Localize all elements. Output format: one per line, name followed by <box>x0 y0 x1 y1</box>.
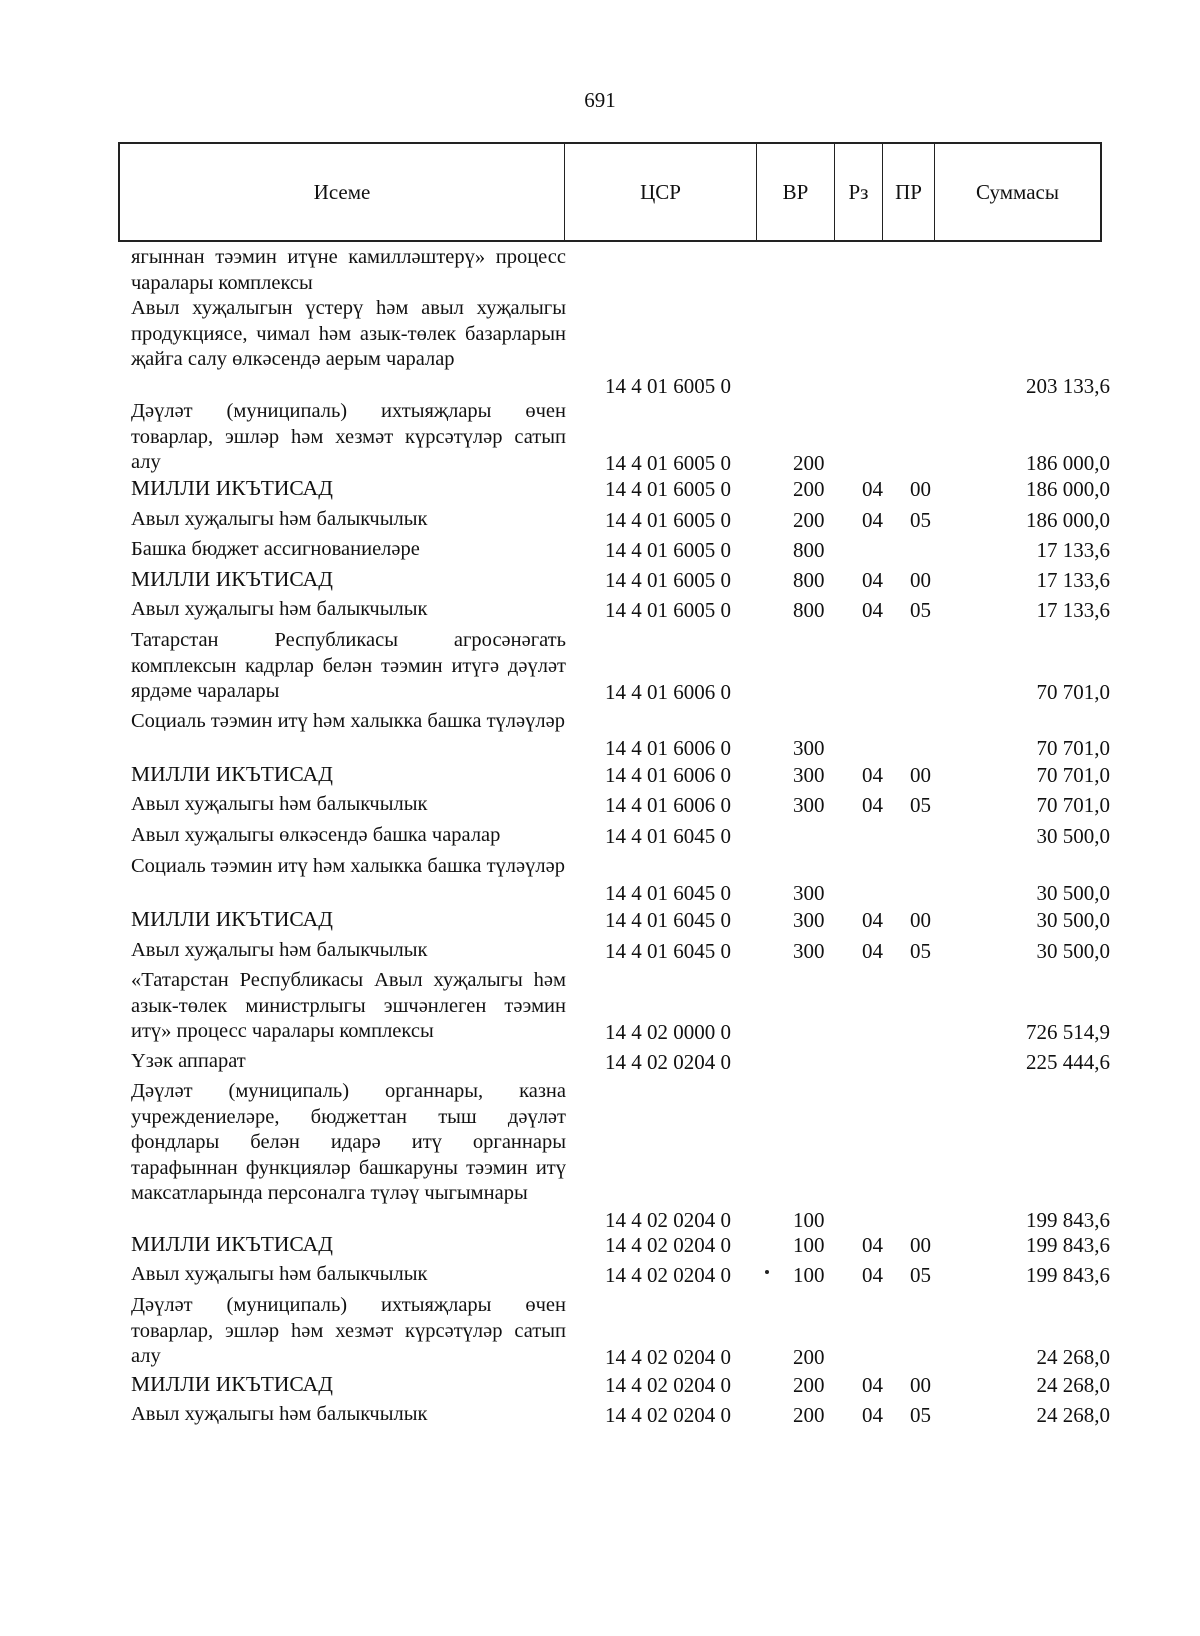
row-csr: 14 4 01 6045 0 <box>605 908 731 932</box>
row-csr: 14 4 01 6006 0 <box>605 735 731 760</box>
row-sum: 225 444,6 <box>1026 1050 1110 1074</box>
row-name: Авыл хуҗалыгы һәм балыкчылык <box>131 1263 428 1285</box>
row-csr: 14 4 02 0204 0 <box>605 1373 731 1397</box>
row-rz: 04 <box>862 598 883 622</box>
row-csr: 14 4 01 6005 0 <box>605 568 731 592</box>
row-sum: 30 500,0 <box>1036 939 1110 963</box>
row-csr: 14 4 01 6045 0 <box>605 939 731 963</box>
row-pr: 00 <box>910 1233 931 1257</box>
row-sum: 199 843,6 <box>1026 1233 1110 1257</box>
row-rz: 04 <box>862 793 883 817</box>
row-csr: 14 4 01 6006 0 <box>605 680 731 704</box>
row-csr: 14 4 01 6005 0 <box>605 373 731 398</box>
row-sum: 186 000,0 <box>1026 477 1110 501</box>
row-vr: 100 <box>793 1207 825 1232</box>
row-sum: 70 701,0 <box>1036 763 1110 787</box>
row-csr: 14 4 01 6045 0 <box>605 880 731 905</box>
stray-mark <box>765 1270 769 1274</box>
row-csr: 14 4 01 6005 0 <box>605 477 731 501</box>
row-vr: 200 <box>793 508 825 532</box>
row-vr: 800 <box>793 568 825 592</box>
row-rz: 04 <box>862 908 883 932</box>
row-name: МИЛЛИ ИКЪТИСАД <box>131 762 333 786</box>
row-name: Башка бюджет ассигнованиеләре <box>131 538 420 560</box>
row-pr: 05 <box>910 939 931 963</box>
row-rz: 04 <box>862 939 883 963</box>
row-vr: 200 <box>793 451 825 475</box>
row-csr: 14 4 02 0204 0 <box>605 1263 731 1287</box>
row-csr: 14 4 02 0204 0 <box>605 1207 731 1232</box>
row-csr: 14 4 01 6005 0 <box>605 508 731 532</box>
row-csr: 14 4 01 6006 0 <box>605 763 731 787</box>
row-csr: 14 4 02 0204 0 <box>605 1345 731 1369</box>
row-sum: 70 701,0 <box>1036 680 1110 704</box>
row-pr: 00 <box>910 908 931 932</box>
header-sum: Суммасы <box>976 179 1059 204</box>
row-vr: 200 <box>793 477 825 501</box>
row-pr: 05 <box>910 1403 931 1427</box>
row-sum: 30 500,0 <box>1036 880 1110 905</box>
row-vr: 300 <box>793 908 825 932</box>
header-name: Исеме <box>120 144 565 240</box>
row-name: Авыл хуҗалыгы һәм балыкчылык <box>131 939 428 961</box>
table-header <box>118 142 1102 242</box>
row-name: Авыл хуҗалыгы өлкәсендә башка чаралар <box>131 824 501 846</box>
row-rz: 04 <box>862 568 883 592</box>
row-pr: 05 <box>910 1263 931 1287</box>
row-csr: 14 4 02 0000 0 <box>605 1020 731 1044</box>
row-name: МИЛЛИ ИКЪТИСАД <box>131 567 333 591</box>
row-sum: 17 133,6 <box>1036 598 1110 622</box>
row-csr: 14 4 01 6045 0 <box>605 824 731 848</box>
row-sum: 30 500,0 <box>1036 824 1110 848</box>
row-name: Авыл хуҗалыгы һәм балыкчылык <box>131 1403 428 1425</box>
row-vr: 100 <box>793 1263 825 1287</box>
row-csr: 14 4 02 0204 0 <box>605 1050 731 1074</box>
row-rz: 04 <box>862 1373 883 1397</box>
row-rz: 04 <box>862 508 883 532</box>
row-name: Авыл хуҗалыгы һәм балыкчылык <box>131 598 428 620</box>
row-name: Социаль тәэмин итү һәм халыкка башка түләүләр <box>131 855 565 877</box>
row-name: «Татарстан Республикасы Авыл хуҗалыгы һәм азык-төлек министрлыгы эшчәнлеген тәэмин итү» процесс чаралары комплексы <box>131 969 566 1042</box>
row-name: Дәүләт (муниципаль) ихтыяҗлары өчен товарлар, эшләр һәм хезмәт күрсәтүләр сатып алу <box>131 1294 566 1367</box>
row-name: ягыннан тәэмин итүне камиллəштерү» процесс чаралары комплексы <box>131 246 566 294</box>
row-rz: 04 <box>862 763 883 787</box>
row-sum: 17 133,6 <box>1036 538 1110 562</box>
row-rz: 04 <box>862 1403 883 1427</box>
row-sum: 70 701,0 <box>1036 793 1110 817</box>
header-rz: Рз <box>835 144 883 240</box>
row-vr: 800 <box>793 598 825 622</box>
row-vr: 300 <box>793 735 825 760</box>
page-number: 691 <box>584 88 616 112</box>
row-pr: 05 <box>910 598 931 622</box>
row-vr: 200 <box>793 1403 825 1427</box>
row-rz: 04 <box>862 1263 883 1287</box>
row-name: МИЛЛИ ИКЪТИСАД <box>131 1232 333 1256</box>
row-vr: 200 <box>793 1345 825 1369</box>
row-sum: 24 268,0 <box>1036 1345 1110 1369</box>
header-pr: ПР <box>883 144 935 240</box>
row-pr: 05 <box>910 793 931 817</box>
row-vr: 300 <box>793 793 825 817</box>
row-sum: 726 514,9 <box>1026 1020 1110 1044</box>
row-csr: 14 4 01 6005 0 <box>605 451 731 475</box>
row-csr: 14 4 02 0204 0 <box>605 1233 731 1257</box>
row-sum: 186 000,0 <box>1026 451 1110 475</box>
row-vr: 300 <box>793 880 825 905</box>
row-vr: 100 <box>793 1233 825 1257</box>
row-vr: 800 <box>793 538 825 562</box>
header-csr: ЦСР <box>565 144 757 240</box>
row-name: Татарстан Республикасы агросәнәгать комплексын кадрлар белән тәэмин итүгә дәүләт ярдәме чаралары <box>131 629 566 702</box>
row-name: Авыл хуҗалыгы һәм балыкчылык <box>131 508 428 530</box>
row-name: МИЛЛИ ИКЪТИСАД <box>131 1372 333 1396</box>
row-sum: 199 843,6 <box>1026 1207 1110 1232</box>
row-name: Үзәк аппарат <box>131 1050 246 1072</box>
row-csr: 14 4 01 6005 0 <box>605 538 731 562</box>
row-sum: 70 701,0 <box>1036 735 1110 760</box>
row-vr: 200 <box>793 1373 825 1397</box>
row-pr: 00 <box>910 1373 931 1397</box>
row-sum: 203 133,6 <box>1026 373 1110 398</box>
row-pr: 00 <box>910 568 931 592</box>
row-sum: 30 500,0 <box>1036 908 1110 932</box>
row-sum: 186 000,0 <box>1026 508 1110 532</box>
row-sum: 199 843,6 <box>1026 1263 1110 1287</box>
row-name: Авыл хуҗалыгын үстерү һәм авыл хуҗалыгы продукциясе, чимал һәм азык-төлек базарларын җайга салу өлкәсендә аерым чаралар <box>131 297 566 370</box>
row-name: МИЛЛИ ИКЪТИСАД <box>131 907 333 931</box>
row-pr: 00 <box>910 477 931 501</box>
row-csr: 14 4 02 0204 0 <box>605 1403 731 1427</box>
row-vr: 300 <box>793 939 825 963</box>
row-sum: 24 268,0 <box>1036 1403 1110 1427</box>
header-vr: ВР <box>757 144 835 240</box>
row-vr: 300 <box>793 763 825 787</box>
row-pr: 05 <box>910 508 931 532</box>
row-name: Дәүләт (муниципаль) ихтыяҗлары өчен товарлар, эшләр һәм хезмәт күрсәтүләр сатып алу <box>131 400 566 473</box>
row-sum: 17 133,6 <box>1036 568 1110 592</box>
row-name: Социаль тәэмин итү һәм халыкка башка түләүләр <box>131 710 565 732</box>
row-csr: 14 4 01 6006 0 <box>605 793 731 817</box>
row-sum: 24 268,0 <box>1036 1373 1110 1397</box>
row-csr: 14 4 01 6005 0 <box>605 598 731 622</box>
row-name: МИЛЛИ ИКЪТИСАД <box>131 476 333 500</box>
row-name: Дәүләт (муниципаль) органнары, казна учреждениеләре, бюджеттан тыш дәүләт фондлары белән идарә итү органнары тарафыннан функцияләр башкаруны тәэмин итү максатларында персоналга түләү чыгымнары <box>131 1080 566 1204</box>
row-rz: 04 <box>862 1233 883 1257</box>
row-rz: 04 <box>862 477 883 501</box>
row-pr: 00 <box>910 763 931 787</box>
row-name: Авыл хуҗалыгы һәм балыкчылык <box>131 793 428 815</box>
